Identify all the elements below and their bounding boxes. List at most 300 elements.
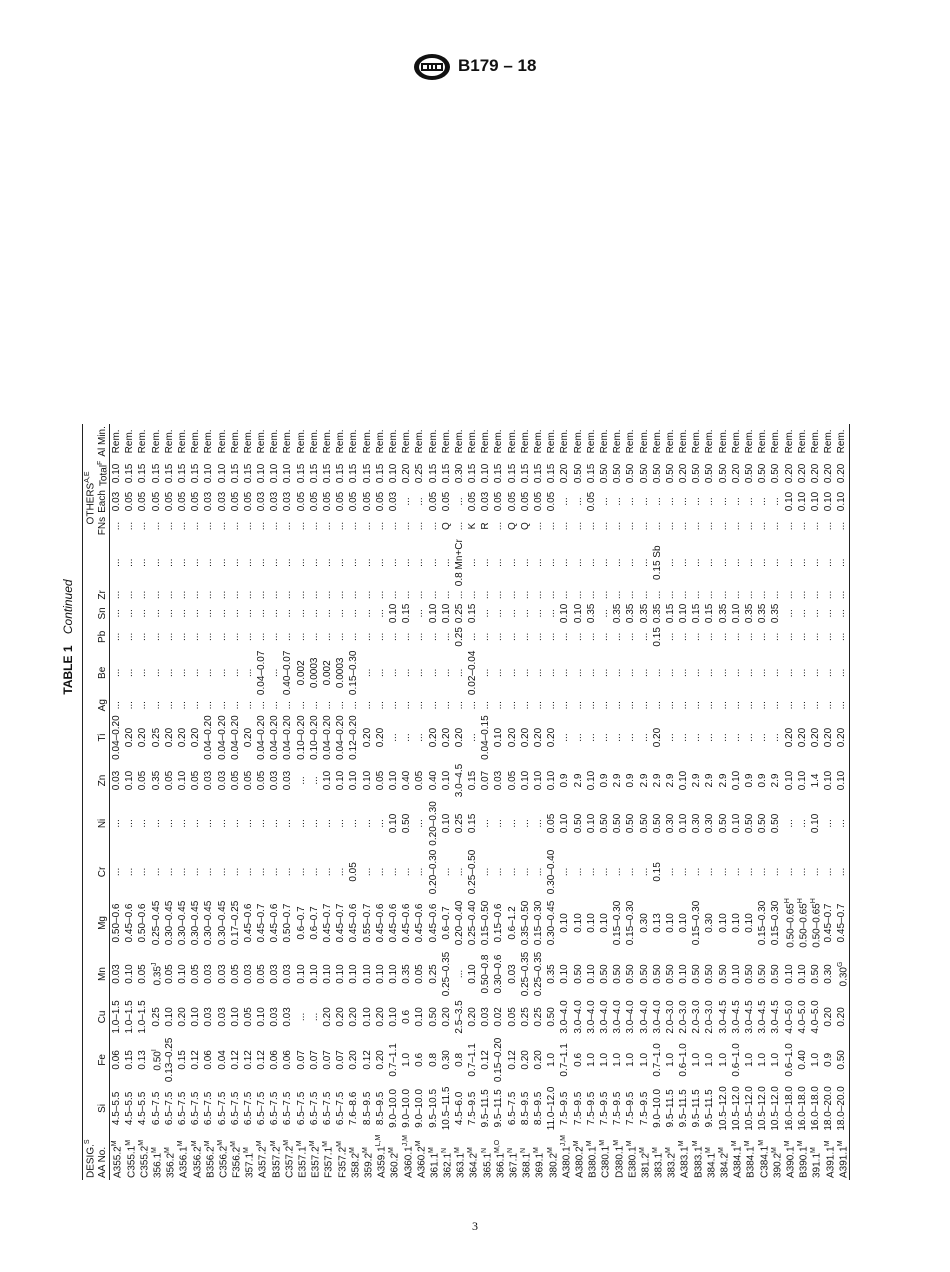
table-cell: 0.30 — [638, 913, 650, 933]
table-cell: ... — [506, 701, 518, 710]
table-cell: ... — [823, 701, 835, 710]
table-cell: 0.10 — [387, 770, 399, 791]
table-cell: 0.04–0.20 — [322, 715, 334, 760]
table-cell: ... — [730, 558, 742, 567]
table-cell: Rem. — [216, 429, 228, 454]
table-cell: ... — [361, 819, 373, 828]
table-cell: ... — [124, 701, 136, 710]
table-cell: ... — [467, 558, 479, 567]
table-cell: 0.05 — [229, 964, 241, 984]
table-cell: 0.10 — [427, 603, 439, 624]
table-cell: ... — [664, 632, 676, 642]
table-cell: 1.0 — [691, 1052, 703, 1067]
table-cell: 1.0 — [612, 1052, 624, 1067]
table-cell: $365.1^N$ — [480, 1147, 493, 1178]
table-cell: 0.40 — [427, 770, 439, 791]
table-cell: 7.5–9.5 — [598, 1091, 610, 1126]
table-row — [203, 424, 216, 1180]
table-region — [58, 94, 878, 1180]
table-cell: ... — [308, 590, 320, 600]
table-cell: ... — [401, 867, 413, 877]
table-cell: ... — [546, 701, 558, 710]
table-cell: ... — [295, 632, 307, 642]
table-cell: ... — [282, 867, 294, 877]
table-cell: ... — [203, 590, 215, 600]
table-cell: ... — [242, 521, 254, 531]
document-header — [412, 52, 542, 82]
table-cell: 2.5–3.5 — [453, 1000, 465, 1034]
table-cell: ... — [137, 819, 149, 828]
table-cell: ... — [796, 668, 808, 677]
table-cell: ... — [585, 701, 597, 710]
table-cell: ... — [229, 819, 241, 828]
table-cell: 0.30 — [823, 964, 835, 984]
table-cell: 0.15 — [467, 770, 479, 791]
table-cell: ... — [453, 497, 465, 506]
table-cell: 0.50 — [744, 813, 756, 834]
column-header: Pb — [96, 625, 110, 648]
table-cell: ... — [638, 867, 650, 877]
table-cell: 3.0–4.5 — [717, 1000, 729, 1034]
table-cell: ... — [598, 701, 610, 710]
table-cell: 6.5–7.5 — [242, 1091, 254, 1126]
table-cell: 0.10 — [322, 964, 334, 984]
table-cell: Rem. — [295, 429, 307, 454]
table-cell: 0.03 — [269, 1007, 281, 1027]
table-cell: 0.10 — [809, 491, 821, 512]
table-cell: ... — [823, 609, 835, 618]
table-cell: ... — [612, 497, 624, 506]
table-row — [242, 424, 255, 1180]
table-cell: $A356.2^M$ — [190, 1140, 203, 1178]
table-cell: 0.20 — [533, 1050, 545, 1070]
table-cell: ... — [137, 590, 149, 600]
table-cell: ... — [401, 632, 413, 642]
table-cell: ... — [176, 701, 188, 710]
table-cell: ... — [572, 497, 584, 506]
table-cell: ... — [717, 632, 729, 642]
table-cell: 0.25–0.35 — [533, 951, 545, 997]
table-cell: 6.5–7.5 — [190, 1091, 202, 1126]
table-cell: ... — [440, 558, 452, 567]
table-cell: 6.5–7.5 — [150, 1091, 162, 1126]
table-row — [559, 424, 572, 1180]
table-cell: 0.50 — [612, 813, 624, 834]
table-row — [625, 424, 638, 1180]
table-cell: 0.9 — [823, 1052, 835, 1067]
table-cell: Rem. — [480, 429, 492, 454]
table-cell: ... — [744, 590, 756, 600]
table-cell: ... — [216, 632, 228, 642]
table-cell: $B384.1^M$ — [744, 1140, 757, 1178]
table-cell: 0.15 — [150, 463, 162, 484]
table-cell: ... — [453, 969, 465, 979]
table-cell: 1.0 — [704, 1052, 716, 1067]
table-cell: ... — [836, 848, 850, 897]
table-cell: 0.50 — [717, 813, 729, 834]
table-cell: 6.5–7.5 — [335, 1091, 347, 1126]
table-cell: ... — [757, 701, 769, 710]
table-cell: ... — [256, 521, 268, 531]
table-cell: ... — [678, 497, 690, 506]
table-cell: Rem. — [823, 429, 835, 454]
table-cell: ... — [519, 867, 531, 877]
table-cell: ... — [163, 590, 175, 600]
table-cell: ... — [467, 701, 479, 710]
table-cell: 0.50 — [638, 463, 650, 484]
table-row — [612, 424, 625, 1180]
table-cell: ... — [612, 632, 624, 642]
table-cell: 0.10 — [256, 463, 268, 484]
table-cell: ... — [322, 867, 334, 877]
table-cell: ... — [348, 632, 360, 642]
table-cell: Rem. — [150, 429, 162, 454]
table-cell: ... — [308, 776, 320, 785]
table-cell: 7.5–9.5 — [625, 1091, 637, 1126]
table-cell: 0.10 — [295, 964, 307, 984]
table-cell: ... — [361, 521, 373, 531]
table-cell: 0.20 — [190, 727, 202, 748]
table-cell: 0.45–0.6 — [374, 903, 386, 943]
table-cell: 0.55–0.7 — [361, 903, 373, 943]
table-cell: 0.15 — [137, 463, 149, 484]
table-cell: 0.20 — [823, 1007, 835, 1027]
table-cell: ... — [493, 590, 505, 600]
table-row — [836, 424, 850, 1180]
table-cell: 0.6–1.0 — [730, 1043, 742, 1077]
table-cell: ... — [387, 521, 399, 531]
table-cell: ... — [757, 668, 769, 677]
table-cell: ... — [493, 867, 505, 877]
table-cell: 0.10 — [678, 813, 690, 834]
table-cell: 0.05 — [506, 1007, 518, 1027]
table-cell: ... — [229, 632, 241, 642]
table-cell: $358.2^M$ — [348, 1147, 362, 1178]
table-cell: 9.5–11.5 — [678, 1089, 690, 1128]
table-cell: ... — [269, 701, 281, 710]
table-cell: ... — [691, 733, 703, 742]
table-cell: ... — [796, 521, 808, 531]
table-cell: 4.0–5.0 — [796, 1000, 808, 1034]
table-cell: 0.10 — [559, 603, 571, 624]
table-cell: 0.15 — [651, 627, 663, 647]
table-cell: 0.30–0.45 — [203, 900, 215, 946]
column-header: Zr — [96, 588, 110, 601]
table-cell: Rem. — [598, 429, 610, 454]
table-cell: ... — [242, 590, 254, 600]
table-cell: ... — [216, 867, 228, 877]
table-cell: ... — [559, 590, 571, 600]
table-cell: ... — [282, 632, 294, 642]
table-row — [532, 424, 545, 1180]
table-cell: ... — [308, 819, 320, 828]
table-cell: Rem. — [361, 429, 373, 454]
table-cell: ... — [836, 515, 850, 537]
table-cell: 0.20 — [453, 727, 465, 748]
table-row — [137, 424, 150, 1180]
table-cell: ... — [730, 521, 742, 531]
table-cell: 0.10 — [493, 727, 505, 748]
table-cell: 0.20 — [506, 727, 518, 748]
table-cell: 2.9 — [638, 773, 650, 788]
table-cell: 0.15–0.30 — [348, 650, 360, 696]
table-cell: 0.04–0.20 — [203, 715, 215, 760]
table-cell: ... — [480, 558, 492, 567]
header-spacer — [83, 649, 97, 698]
table-cell: ... — [242, 701, 254, 710]
table-cell: ... — [678, 632, 690, 642]
table-cell: 0.10 — [585, 964, 597, 984]
table-cell: ... — [137, 521, 149, 531]
table-cell: ... — [783, 609, 795, 618]
table-row — [295, 424, 308, 1180]
table-cell: 0.05 — [242, 770, 254, 791]
header-spacer — [83, 1036, 97, 1085]
table-cell: $C355.2^M$ — [137, 1139, 151, 1178]
table-cell: ... — [427, 632, 439, 642]
table-cell: ... — [506, 558, 518, 567]
table-cell: ... — [242, 632, 254, 642]
table-cell: 18.0–20.0 — [836, 1084, 850, 1133]
table-cell: Rem. — [585, 429, 597, 454]
table-row — [691, 424, 704, 1180]
table-cell: Rem. — [836, 424, 850, 459]
table-cell: ... — [717, 867, 729, 877]
table-cell: 0.03 — [282, 491, 294, 512]
table-cell: 0.50 — [651, 813, 663, 834]
table-cell: ... — [414, 558, 426, 567]
table-cell: ... — [678, 733, 690, 742]
table-cell: ... — [124, 819, 136, 828]
table-cell: 3.0–4.5 — [744, 1000, 756, 1034]
table-cell: ... — [203, 632, 215, 642]
table-cell: 0.50 — [717, 463, 729, 484]
table-cell: 4.5–5.5 — [124, 1091, 136, 1126]
table-cell: ... — [387, 632, 399, 642]
table-cell: ... — [638, 558, 650, 567]
table-cell: 0.07 — [308, 1050, 320, 1070]
table-cell: ... — [256, 558, 268, 567]
table-cell: ... — [678, 590, 690, 600]
table-cell: 0.03 — [506, 964, 518, 984]
table-row — [308, 424, 321, 1180]
table-cell: 0.10 — [124, 770, 136, 791]
table-cell: ... — [480, 701, 492, 710]
table-cell: $B357.2^M$ — [269, 1140, 282, 1178]
table-cell: 0.05 — [150, 491, 162, 512]
table-cell: Rem. — [401, 429, 413, 454]
table-cell: 0.25–0.50 — [467, 849, 479, 895]
table-cell: 1.0 — [770, 1052, 782, 1067]
table-cell: ... — [519, 590, 531, 600]
table-cell: ... — [163, 819, 175, 828]
table-cell: 0.05 — [242, 491, 254, 512]
table-cell: ... — [269, 521, 281, 531]
table-cell: $383.2^M$ — [665, 1147, 678, 1178]
table-cell: 0.20 — [546, 727, 558, 748]
table-cell: $369.1^M$ — [533, 1147, 546, 1178]
table-cell: ... — [546, 521, 558, 531]
table-cell: ... — [361, 668, 373, 677]
table-cell: 0.50 — [744, 463, 756, 484]
table-cell: 0.03 — [480, 1007, 492, 1027]
table-cell: ... — [190, 867, 202, 877]
table-cell: ... — [150, 590, 162, 600]
table-cell: ... — [730, 590, 742, 600]
table-cell: ... — [533, 609, 545, 618]
header-spacer — [83, 697, 97, 713]
table-cell: ... — [598, 733, 610, 742]
table-cell: 0.05 — [322, 491, 334, 512]
table-cell: 0.04–0.20 — [335, 715, 347, 760]
table-cell: 0.50 — [612, 964, 624, 984]
table-cell: Rem. — [546, 429, 558, 454]
table-cell: ... — [295, 521, 307, 531]
table-cell: 1.0 — [664, 1052, 676, 1067]
table-cell: 1.0 — [717, 1052, 729, 1067]
table-cell: ... — [836, 625, 850, 648]
table-cell: $368.1^N$ — [520, 1147, 533, 1178]
table-cell: ... — [111, 819, 123, 828]
table-cell: ... — [506, 632, 518, 642]
table-cell: $363.1^M$ — [454, 1147, 467, 1178]
table-cell: 0.20 — [823, 727, 835, 748]
table-cell: ... — [585, 558, 597, 567]
table-row — [638, 424, 651, 1180]
table-cell: 0.20 — [176, 727, 188, 748]
table-cell: 0.10 — [480, 463, 492, 484]
table-cell: $384.2^M$ — [718, 1147, 731, 1178]
table-cell: 0.50 — [757, 463, 769, 484]
table-cell: Rem. — [137, 429, 149, 454]
table-cell: ... — [796, 558, 808, 567]
table-cell: ... — [163, 701, 175, 710]
table-cell: 0.0003 — [308, 657, 320, 689]
table-cell: ... — [440, 668, 452, 677]
table-cell: ... — [242, 558, 254, 567]
table-cell: ... — [137, 558, 149, 567]
table-cell: 0.05 — [335, 491, 347, 512]
table-cell: 0.10 — [678, 913, 690, 933]
table-cell: $F356.2^M$ — [230, 1141, 243, 1178]
table-cell: 0.30–0.45 — [163, 900, 175, 946]
table-cell: ... — [295, 558, 307, 567]
table-cell: ... — [638, 497, 650, 506]
table-cell: 7.5–9.5 — [559, 1091, 571, 1126]
table-cell: ... — [823, 668, 835, 677]
table-cell: ... — [176, 668, 188, 677]
table-cell: $C380.1^M$ — [599, 1139, 612, 1178]
table-cell: ... — [414, 819, 426, 828]
table-cell: 0.10 — [414, 1007, 426, 1027]
table-cell: 6.5–7.5 — [308, 1091, 320, 1126]
table-cell: 6.5–7.5 — [256, 1091, 268, 1126]
table-row — [216, 424, 229, 1180]
table-cell: ... — [519, 819, 531, 828]
table-cell: ... — [823, 558, 835, 567]
table-cell: ... — [612, 733, 624, 742]
table-cell: 0.05 — [163, 964, 175, 984]
table-cell: Rem. — [559, 429, 571, 454]
table-cell: Rem. — [625, 429, 637, 454]
table-cell: 0.40–0.07 — [282, 650, 294, 696]
table-cell: ... — [295, 1012, 307, 1022]
table-cell: ... — [453, 521, 465, 531]
table-cell: ... — [256, 819, 268, 828]
table-cell: 2.9 — [770, 773, 782, 788]
table-cell: 6.5–7.5 — [163, 1091, 175, 1126]
table-cell: 0.15 — [176, 463, 188, 484]
table-cell: ... — [176, 867, 188, 877]
column-header: Fe — [96, 1036, 110, 1085]
table-cell: 0.20–0.30 — [427, 801, 439, 846]
table-cell: ... — [612, 590, 624, 600]
table-cell: ... — [757, 867, 769, 877]
table-cell: 0.7–1.1 — [559, 1043, 571, 1077]
table-cell: $C356.2^M$ — [216, 1139, 230, 1178]
table-cell: 0.15 — [322, 463, 334, 484]
column-header: Al Min. — [96, 424, 110, 459]
table-cell: ... — [111, 632, 123, 642]
table-cell: ... — [163, 632, 175, 642]
table-cell: ... — [559, 733, 571, 742]
table-cell: 0.50 — [546, 1007, 558, 1027]
table-cell: ... — [744, 668, 756, 677]
table-cell: 0.10 — [533, 770, 545, 791]
table-cell: 0.7–1.1 — [467, 1043, 479, 1077]
table-cell: ... — [295, 609, 307, 618]
table-cell: 0.30 — [691, 813, 703, 834]
table-cell: 0.20–0.30 — [427, 849, 439, 895]
table-caption-continued: Continued — [61, 579, 75, 635]
table-cell: 0.15–0.30 — [625, 900, 637, 946]
table-cell: 2.9 — [612, 773, 624, 788]
table-cell: 2.9 — [651, 773, 663, 788]
table-cell: ... — [322, 701, 334, 710]
table-cell: 0.15–0.50 — [480, 900, 492, 946]
table-cell: 1.0 — [638, 1052, 650, 1067]
table-row — [823, 424, 836, 1180]
table-row — [677, 424, 690, 1180]
table-cell: ... — [598, 590, 610, 600]
table-cell: ... — [704, 668, 716, 677]
table-cell: 0.12 — [229, 1050, 241, 1070]
table-cell: ... — [651, 668, 663, 677]
table-cell: ... — [704, 867, 716, 877]
table-cell: 0.10 — [374, 964, 386, 984]
header-spacer — [83, 537, 97, 588]
table-cell: 0.03 — [269, 964, 281, 984]
table-cell: 0.10 — [282, 463, 294, 484]
table-cell: ... — [559, 558, 571, 567]
table-cell: ... — [150, 521, 162, 531]
table-cell: 0.25 — [453, 603, 465, 624]
table-cell: $380.2^M$ — [546, 1147, 559, 1178]
table-cell: ... — [572, 558, 584, 567]
table-cell: ... — [519, 701, 531, 710]
table-cell: ... — [783, 590, 795, 600]
table-cell: 0.45–0.7 — [836, 896, 850, 950]
table-cell: 4.0–5.0 — [783, 1000, 795, 1034]
table-cell: 0.25 — [519, 1007, 531, 1027]
table-cell: 0.03 — [203, 491, 215, 512]
table-cell: ... — [625, 867, 637, 877]
table-cell: 0.04–0.15 — [480, 715, 492, 760]
table-cell: ... — [625, 521, 637, 531]
table-cell: 0.6–0.7 — [440, 906, 452, 940]
header-spacer — [83, 950, 97, 999]
table-cell: 0.15 — [664, 603, 676, 624]
